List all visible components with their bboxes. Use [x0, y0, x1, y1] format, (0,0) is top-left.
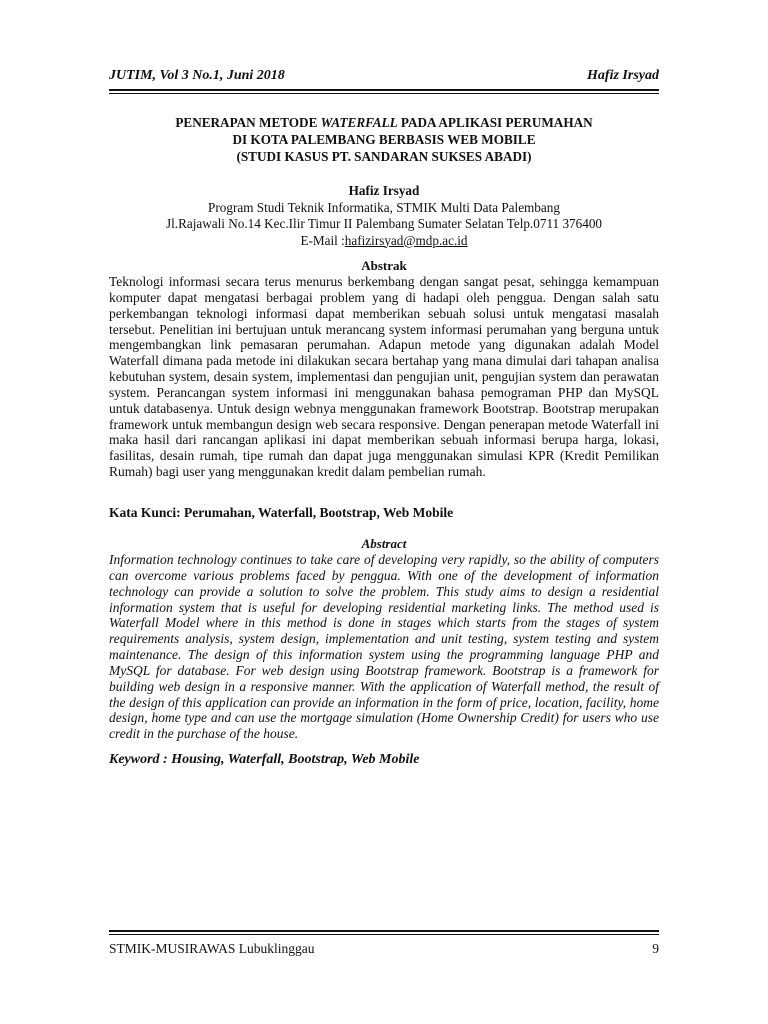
- title-line-1: PENERAPAN METODE WATERFALL PADA APLIKASI PERUMAHAN: [175, 115, 593, 130]
- title-italic-term: WATERFALL: [320, 115, 398, 130]
- author-affiliation: Program Studi Teknik Informatika, STMIK Multi Data Palembang: [208, 199, 560, 215]
- running-header: [109, 68, 659, 84]
- title-line-3: (STUDI KASUS PT. SANDARAN SUKSES ABADI): [236, 149, 532, 164]
- title-line-2: DI KOTA PALEMBANG BERBASIS WEB MOBILE: [232, 132, 536, 147]
- header-rule-thin: [109, 93, 659, 94]
- keywords: Keyword : Housing, Waterfall, Bootstrap, Web Mobile: [109, 752, 420, 767]
- author-block: [109, 183, 659, 249]
- abstract-text: Information technology continues to take care of developing very rapidly, so the ability of computers can overcome various problems faced by penggua. With one of the development of information technology can provide a solution to solve the problem. This study aims to design a residential information system that is useful for developing residential marketing links. The method used is Waterfall Model where in this method is done in stages which starts from the stages of system requirements analysis, system design, implementation and unit testing, system testing and system maintenance. The design of this information system using the programming language PHP and MySQL for database. For web design using Bootstrap framework. Bootstrap is a framework for building web design in a responsive manner. With the application of Waterfall method, the result of the design of this application can provide an information in the form of price, location, facility, home design, home type and can use the mortgage simulation (Home Ownership Credit) for users who use credit in the purchase of the house.: [109, 552, 659, 742]
- paper-title: [109, 114, 659, 165]
- author-address: Jl.Rajawali No.14 Kec.Ilir Timur II Palembang Sumater Selatan Telp.0711 376400: [165, 216, 603, 231]
- footer-institution: STMIK-MUSIRAWAS Lubuklinggau: [109, 941, 315, 956]
- running-footer: [109, 941, 659, 957]
- header-author: Hafiz Irsyad: [587, 68, 659, 83]
- journal-info: JUTIM, Vol 3 No.1, Juni 2018: [109, 68, 285, 83]
- abstrak-heading: Abstrak: [361, 258, 407, 273]
- abstract-heading: Abstract: [361, 536, 407, 551]
- footer-rule-thick: [109, 930, 659, 932]
- author-name: Hafiz Irsyad: [348, 183, 420, 198]
- page-number: 9: [652, 941, 659, 956]
- author-email-line: [109, 233, 659, 250]
- abstrak-text: Teknologi informasi secara terus menurus berkembang dengan sangat pesat, sehingga kemampuan komputer dapat mengatasi berbagai problem yang di hadapi oleh penggua. Dengan salah satu perkembangan teknologi informasi dapat memberikan sebuah solusi untuk mengatasi masalah tersebut. Penelitian ini bertujuan untuk merancang system informasi perumahan yang berguna untuk mengembangkan link pemasaran perumahan. Adapun metode yang digunakan adalah Model Waterfall dimana pada metode ini dilakukan secara bertahap yang mana dimulai dari tahapan analisa kebutuhan system, desain system, implementasi dan pengujian unit, pengujian system dan perawatan system. Perancangan system informasi ini menggunakan bahasa pemograman PHP dan MySQL untuk databasenya. Untuk design webnya menggunakan framework Bootstrap. Bootstrap merupakan framework untuk membangun design web secara responsive. Dengan penerapan metode Waterfall ini maka hasil dari rancangan aplikasi ini dapat memberikan sebuah informasi berupa harga, lokasi, fasilitas, desain rumah, tipe rumah dan dapat juga menggunakan simulasi KPR (Kredit Pemilikan Rumah) bagi user yang menggunakan kredit dalam pembelian rumah.: [109, 274, 659, 480]
- header-rule-thick: [109, 89, 659, 91]
- kata-kunci: Kata Kunci: Perumahan, Waterfall, Bootstrap, Web Mobile: [109, 505, 454, 520]
- email-label: E-Mail :: [300, 232, 345, 248]
- footer-rule-thin: [109, 934, 659, 935]
- email-link[interactable]: hafizirsyad@mdp.ac.id: [344, 232, 468, 248]
